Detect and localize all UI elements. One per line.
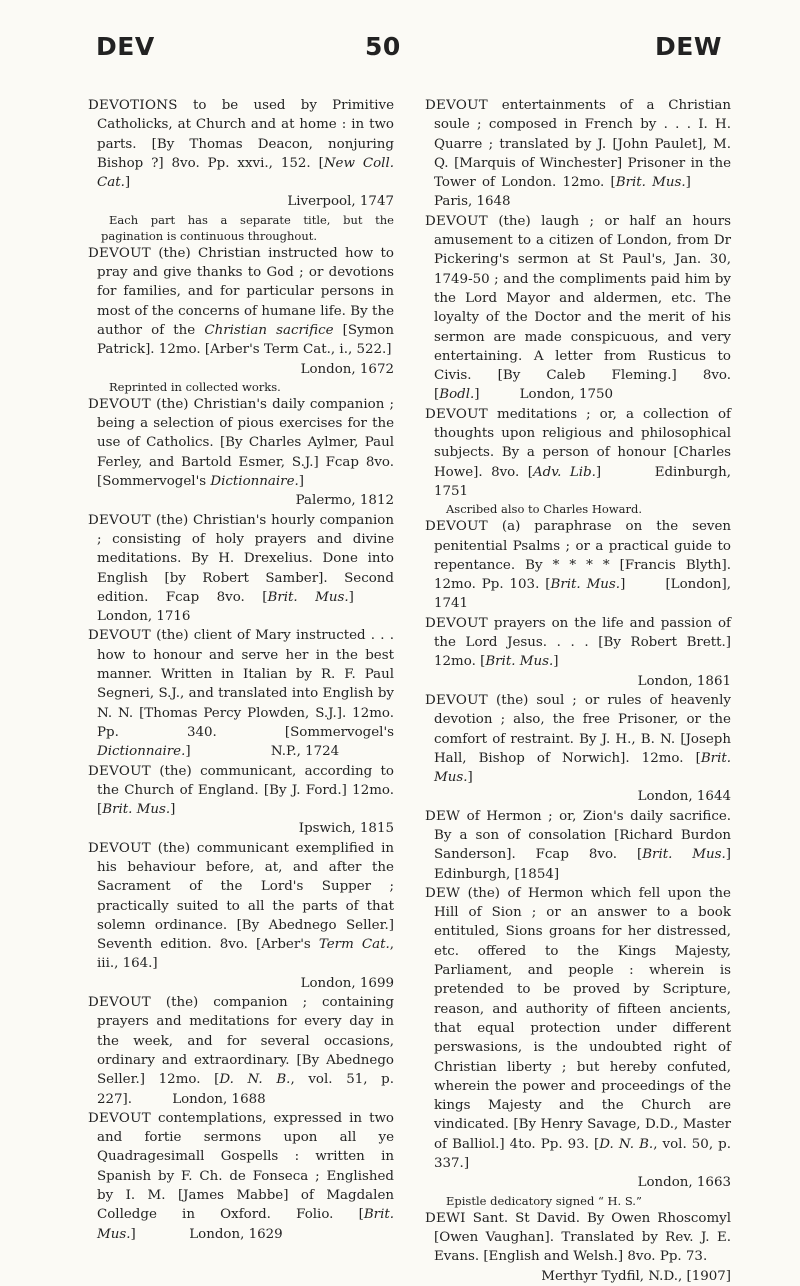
entry-source: Brit. Mus. [97, 1207, 394, 1242]
entry-text: (the) of Hermon which fell upon the Hill of Sion ; or an answer to a book entituled, Sions groans for her distressed, etc. offered to the Kings Majesty, Parliament, and people : wherein is pretended to be proved by Scripture, reason, and authority of fifteen ancients, that equal protection under different perswasions, is the undoubted right of Christian liberty ; but hereby confuted, wherein the power and proceedings of the kings Majesty and the Church are vindicated. [By Henry Savage, D.D., Master of Balliol.] 4to. Pp. 93. [ [434, 885, 731, 1152]
entry-source: Brit. Mus. [615, 175, 686, 191]
bibliography-entry [425, 405, 731, 517]
entry-text-end: ] Paris, 1648 [434, 175, 731, 210]
entry-imprint: London, 1663 [637, 1175, 731, 1191]
entry-imprint: London, 1861 [637, 673, 731, 689]
entry-source: Bodl. [439, 387, 475, 403]
entry-text-end: ] Edinburgh, [1854] [434, 847, 731, 882]
entry-source: Term Cat. [318, 937, 390, 953]
entry-source: Brit. Mus. [267, 589, 349, 605]
entry-text: (the) Christian instructed how to pray and give thanks to God ; or devotions for families, and for particular persons in most of the concerns of humane life. By the author of the [97, 245, 394, 338]
entry-note: Reprinted in collected works. [109, 379, 281, 394]
entry-headword: DEVOUT [88, 245, 151, 261]
left-column [88, 96, 394, 1244]
entry-text-end: , vol. 51, p. 227]. London, 1688 [97, 1072, 394, 1107]
bibliography-entry [425, 212, 731, 405]
entry-text-end: ] [467, 770, 473, 786]
entry-text: (the) Christian's daily companion ; being a selection of pious exercises for the use of Catholics. [By Charles Aylmer, Paul Ferley, and Bartold Esmer, S.J.] Fcap 8vo. [Sommervogel's [97, 396, 394, 490]
entry-text-end: ] [124, 175, 131, 191]
entry-source: Adv. Lib. [532, 464, 596, 480]
entry-source: Christian sacrifice [204, 322, 334, 338]
entry-note: Each part has a separate title, but the pagination is continuous throughout. [101, 212, 394, 243]
entry-headword: DEVOUT [425, 615, 488, 631]
entry-source: Dictionnaire. [97, 744, 186, 760]
entry-text-end: ] London, 1629 [130, 1226, 283, 1242]
entry-headword: DEWI [425, 1210, 466, 1226]
bibliography-entry [88, 993, 394, 1109]
entry-imprint: London, 1672 [300, 361, 394, 377]
bibliography-entry [425, 884, 731, 1209]
entry-headword: DEVOTIONS [88, 98, 178, 113]
entry-text-end: ] London, 1716 [97, 589, 394, 625]
entry-source: Brit. Mus. [102, 802, 171, 818]
entry-headword: DEVOUT [425, 519, 488, 535]
entry-text: entertainments of a Christian soule ; composed in French by . . . I. H. Quarre ; translated by J. [John Paulet], M. Q. [Marquis of Winchester] Prisoner in the Tower of London. 12mo. [ [434, 98, 731, 191]
entry-imprint: London, 1644 [637, 789, 731, 805]
entry-text: (the) client of Mary instructed . . . how to honour and serve her in the best manner. Written in Italian by R. F. Paul Segneri, S.J., and translated into English by N. N. [Thomas Percy Plowden, S.J.]. 12mo. Pp. 340. [Sommervogel's [97, 628, 394, 740]
entry-source: Brit. Mus. [485, 654, 554, 670]
bibliography-entry [425, 807, 731, 884]
bibliography-entry [425, 691, 731, 807]
entry-headword: DEW [425, 885, 461, 901]
entry-text: of Hermon ; or, Zion's daily sacrifice. By a son of consolation [Richard Burdon Sanderson]. Fcap 8vo. [ [434, 808, 731, 863]
entry-source: Dictionnaire. [210, 474, 299, 490]
entry-text: prayers on the life and passion of the Lord Jesus. . . . [By Robert Brett.] 12mo. [ [434, 615, 731, 670]
entry-text-end: ] Edinburgh, 1751 [434, 464, 731, 499]
entry-headword: DEVOUT [425, 98, 488, 113]
header-right-guideword: DEW [655, 32, 722, 61]
entry-text: (a) paraphrase on the seven penitential Psalms ; or a practical guide to repentance. By * * * * [Francis Blyth]. 12mo. Pp. 103. [ [434, 519, 731, 593]
entry-headword: DEVOUT [88, 512, 151, 528]
entry-headword: DEVOUT [88, 995, 151, 1011]
entry-imprint: London, 1699 [300, 975, 394, 991]
entry-text-end: ] [170, 802, 176, 818]
entry-headword: DEVOUT [425, 213, 488, 229]
entry-headword: DEVOUT [425, 692, 488, 708]
entry-headword: DEVOUT [88, 628, 151, 644]
page-header [0, 32, 800, 68]
bibliography-entry [425, 614, 731, 691]
entry-text: (the) communicant exemplified in his behaviour before, at, and after the Sacrament of the Lord's Supper ; practically suited to all the parts of that solemn ordinance. [By Abednego Seller.] Seventh edition. 8vo. [Arber's [97, 840, 394, 953]
bibliography-entry [88, 762, 394, 839]
entry-note: Ascribed also to Charles Howard. [446, 502, 642, 517]
entry-text: Sant. St David. By Owen Rhoscomyl [Owen Vaughan]. Translated by Rev. J. E. Evans. [English and Welsh.] 8vo. Pp. 73. [434, 1210, 731, 1265]
bibliography-entry [88, 626, 394, 761]
entry-text-end: ] [London], 1741 [434, 577, 731, 612]
entry-imprint: Palermo, 1812 [295, 493, 394, 509]
entry-headword: DEVOUT [88, 763, 151, 779]
entry-source: New Coll. Cat. [97, 155, 394, 191]
entry-source: Brit. Mus. [642, 847, 726, 863]
entry-imprint: Ipswich, 1815 [298, 821, 394, 837]
right-column [425, 96, 731, 1286]
entry-text-end: ] London, 1750 [474, 387, 614, 403]
bibliography-entry [88, 395, 394, 511]
page-number: 50 [365, 32, 401, 61]
entry-text-end: ] [553, 654, 559, 670]
entry-text: (the) soul ; or rules of heavenly devotion ; also, the free Prisoner, or the comfort of restraint. By J. H., B. N. [Joseph Hall, Bishop of Norwich]. 12mo. [ [434, 692, 731, 766]
entry-source: Brit. Mus. [550, 577, 621, 593]
bibliography-entry [88, 1109, 394, 1244]
entry-headword: DEVOUT [88, 840, 151, 856]
entry-source: D. N. B. [219, 1072, 291, 1088]
entry-text: contemplations, expressed in two and fortie sermons upon all ye Quadragesimall Gospells : written in Spanish by F. Ch. de Fonseca ; Englished by I. M. [James Mabbe] of Magdalen Colledge in Oxford. Folio. [ [97, 1110, 394, 1223]
entry-imprint: Liverpool, 1747 [287, 194, 394, 210]
entry-source: Brit. Mus. [434, 750, 731, 786]
entry-text: (the) Christian's hourly companion ; consisting of holy prayers and divine meditations. By H. Drexelius. Done into English [by Robert Samber]. Second edition. Fcap 8vo. [ [97, 512, 394, 605]
bibliography-entry [88, 244, 394, 395]
bibliography-entry [425, 1209, 731, 1286]
entry-text-end: ] N.P., 1724 [185, 744, 340, 760]
bibliography-entry [88, 96, 394, 244]
bibliography-entry [425, 96, 731, 212]
entry-text: meditations ; or, a collection of thoughts upon religious and philosophical subjects. By a person of honour [Charles Howe]. 8vo. [ [434, 406, 731, 480]
entry-text-end: ] [298, 474, 304, 490]
entry-headword: DEVOUT [88, 1110, 151, 1126]
entry-text: (the) companion ; containing prayers and meditations for every day in the week, and for several occasions, ordinary and extraordinary. [By Abednego Seller.] 12mo. [ [97, 995, 394, 1088]
entry-text-end: , vol. 50, p. 337.] [434, 1136, 731, 1172]
entry-text: (the) communicant, according to the Church of England. [By J. Ford.] 12mo. [ [97, 763, 394, 818]
bibliography-entry [88, 839, 394, 993]
entry-headword: DEVOUT [88, 396, 151, 412]
entry-imprint: Merthyr Tydfil, N.D., [1907] [541, 1268, 731, 1284]
bibliography-entry [425, 517, 731, 613]
header-left-guideword: DEV [96, 32, 155, 61]
entry-text-end: , iii., 164.] [97, 937, 394, 972]
bibliography-entry [88, 511, 394, 627]
entry-text: to be used by Primitive Catholicks, at Church and at home : in two parts. [By Thomas Deacon, nonjuring Bishop ?] 8vo. Pp. xxvi., 152. [ [97, 98, 394, 171]
entry-headword: DEW [425, 808, 461, 824]
entry-text-end: [Symon Patrick]. 12mo. [Arber's Term Cat., i., 522.] [97, 322, 394, 358]
entry-text: (the) laugh ; or half an hours amusement to a citizen of London, from Dr Pickering's sermon at St Paul's, Jan. 30, 1749-50 ; and the compliments paid him by the Lord Mayor and aldermen, etc. The loyalty of the Doctor and the merit of his sermon are made conspicuous, and very entertaining. A letter from Rusticus to Civis. [By Caleb Fleming.] 8vo. [ [434, 213, 731, 403]
entry-headword: DEVOUT [425, 406, 488, 422]
entry-note: Epistle dedicatory signed “ H. S.” [446, 1193, 642, 1208]
entry-source: D. N. B. [599, 1136, 654, 1152]
